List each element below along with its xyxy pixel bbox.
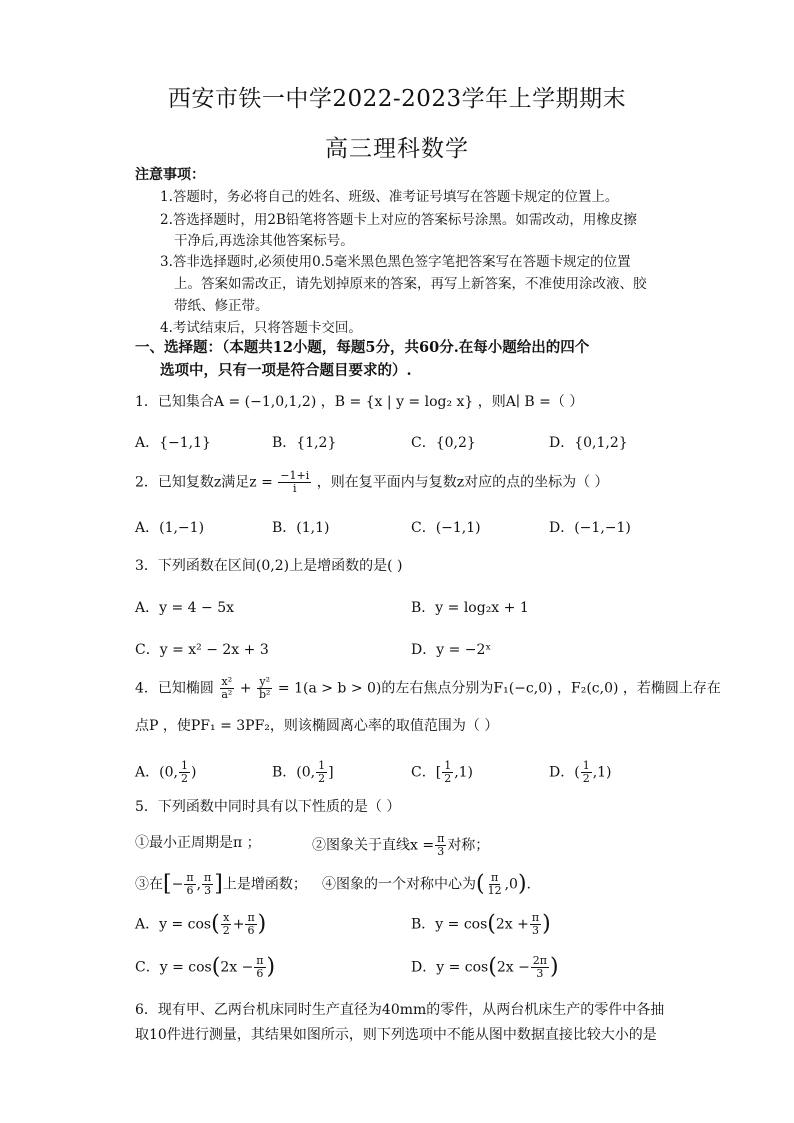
q4-d-half-num: 1 <box>582 759 590 772</box>
q5-b-mid: 2x + <box>495 916 529 933</box>
q1-option-a: A．{−1,1} <box>135 435 211 451</box>
note-item: 干净后,再选涂其他答案标号。 <box>174 233 354 249</box>
q4-option-b <box>272 760 334 785</box>
q4-f2-den: b² <box>258 688 271 701</box>
q5-p2-num: π <box>437 832 445 845</box>
q4-b-half <box>316 760 327 785</box>
q5-c-frac <box>254 955 265 980</box>
q2-option-b: B．(1,1) <box>272 520 330 536</box>
exam-subtitle: 高三理科数学 <box>325 136 469 162</box>
q5-b-frac <box>530 912 541 937</box>
q4-d-half <box>581 760 592 785</box>
q3-option-d: D．y = −2ˣ <box>411 642 492 658</box>
q5-p4-num: π <box>490 871 499 884</box>
q5-c-rparen: ) <box>266 954 276 980</box>
q2-frac-den: i <box>293 482 297 495</box>
q2-option-c: C．(−1,1) <box>411 520 481 536</box>
q1-option-c: C．{0,2} <box>411 435 476 451</box>
q5-p3-lbracket: [ <box>163 871 172 897</box>
q5-a-pre: A．y = cos <box>135 916 212 933</box>
q5-p4-lparen: ( <box>476 871 485 897</box>
note-item: 3.答非选择题时,必须使用0.5毫米黑色黑色签字笔把答案写在答题卡规定的位置 <box>160 254 631 270</box>
question-4-line2: 点P ，使PF₁ = 3PF₂，则该椭圆离心率的取值范围为（ ） <box>135 718 499 734</box>
q5-p4-den: 12 <box>487 884 502 897</box>
q4-a-half-den: 2 <box>180 772 188 785</box>
question-4 <box>135 676 721 701</box>
q1-option-d: D．{0,1,2} <box>549 435 628 451</box>
q5-d-rparen: ) <box>550 954 559 980</box>
question-6: 6．现有甲、乙两台机床同时生产直径为40mm的零件，从两台机床生产的零件中各抽 <box>135 1002 665 1018</box>
q2-pre: 2．已知复数z满足z = <box>135 474 273 491</box>
q4-b-half-num: 1 <box>318 759 326 772</box>
q2-fraction <box>278 470 311 495</box>
q5-a-n2: π <box>247 911 255 924</box>
q5-option-b <box>411 912 551 937</box>
q5-d-pre: D．y = cos <box>411 959 489 976</box>
q5-c-mid: 2x − <box>220 959 254 976</box>
section-heading: 一、选择题：（本题共12小题，每题5分，共60分.在每小题给出的四个 <box>135 339 590 356</box>
question-6-line2: 取10件进行测量，其结果如图所示，则下列选项中不能从图中数据直接比较大小的是 <box>135 1027 657 1043</box>
q5-property-4: ④图象的一个对称中心为( $\frac{\pi}{12}$ ,0). <box>322 871 531 897</box>
q4-option-d <box>549 760 612 785</box>
q4-d-tail: ,1) <box>592 764 612 781</box>
q5-c-d: 6 <box>256 967 264 980</box>
q4-d-half-den: 2 <box>582 772 590 785</box>
q5-a-d2: 6 <box>247 924 255 937</box>
q1-option-b: B．{1,2} <box>272 435 337 451</box>
question-1: 1．已知集合A = (−1,0,1,2) ，B = {x | y = log₂ x} ，则A∣ B =（ ） <box>135 394 584 410</box>
q3-option-a: A．y = 4 − 5x <box>135 600 234 616</box>
q5-p3-frac-a <box>184 872 195 897</box>
q2-option-a: A．(1,−1) <box>135 520 205 536</box>
q4-c-tail: ,1) <box>454 764 474 781</box>
q4-a-half <box>179 760 190 785</box>
q4-pre: 4．已知椭圆 <box>135 680 214 697</box>
q4-f1-den: a² <box>221 688 233 701</box>
q4-b-tail: ] <box>328 764 334 781</box>
notes-heading: 注意事项： <box>135 167 205 183</box>
q4-b-half-den: 2 <box>318 772 326 785</box>
q5-b-n: π <box>531 911 540 924</box>
q4-c-half <box>442 760 453 785</box>
q5-c-lparen: ( <box>211 954 221 980</box>
q5-a-frac1 <box>221 912 232 937</box>
exam-title: 西安市铁一中学2022-2023学年上学期期末 <box>167 86 627 112</box>
q5-p2-frac <box>435 833 446 858</box>
q5-b-d: 3 <box>531 924 539 937</box>
q4-c-half-den: 2 <box>444 772 452 785</box>
q5-p2-post: 对称； <box>447 837 490 854</box>
q5-p3-b-num: π <box>204 871 212 884</box>
q4-c-pre: C．[ <box>411 764 442 781</box>
q4-d-pre: D．( <box>549 764 580 781</box>
q3-option-b: B．y = log₂x + 1 <box>411 600 529 616</box>
note-item: 4.考试结束后，只将答题卡交回。 <box>160 320 362 336</box>
q5-c-n: π <box>256 954 264 967</box>
q5-p4-frac <box>486 872 504 897</box>
question-2 <box>135 470 609 495</box>
q4-a-pre: A．(0, <box>135 764 178 781</box>
q5-b-pre: B．y = cos <box>411 916 488 933</box>
q4-b-pre: B．(0, <box>272 764 316 781</box>
q5-a-n1: x <box>223 911 230 924</box>
note-item: 上。答案如需改正，请先划掉原来的答案，再写上新答案，不准使用涂改液、胶 <box>174 276 647 292</box>
q5-p3-b-den: 3 <box>204 884 212 897</box>
q5-c-pre: C．y = cos <box>135 959 212 976</box>
q4-a-half-num: 1 <box>180 759 188 772</box>
q4-f2-num: y² <box>259 675 271 688</box>
q5-option-d <box>411 955 559 980</box>
q3-option-c: C．y = x² − 2x + 3 <box>135 642 269 658</box>
q4-f1-num: x² <box>221 675 233 688</box>
note-item: 带纸、修正带。 <box>174 298 269 314</box>
q4-post: = 1(a > b > 0)的左右焦点分别为F₁(−c,0) ，F₂(c,0) ，若椭圆上存在 <box>277 680 721 697</box>
q5-p3-a-den: 6 <box>186 884 194 897</box>
q5-p4-pre: ④图象的一个对称中心为 <box>322 876 476 893</box>
q4-fraction-y <box>257 676 272 701</box>
q5-p3-post: 上是增函数； <box>222 876 307 893</box>
q5-p2-pre: ②图象关于直线x = <box>312 837 435 854</box>
q5-d-n: 2π <box>532 954 548 967</box>
q5-d-mid: 2x − <box>496 959 530 976</box>
q5-b-lparen: ( <box>487 911 496 937</box>
q5-a-rparen: ) <box>257 911 267 937</box>
q5-p2-den: 3 <box>437 845 445 858</box>
q2-option-d: D．(−1,−1) <box>549 520 631 536</box>
q4-plus: + <box>239 680 252 697</box>
q2-post: ，则在复平面内与复数z对应的点的坐标为（ ） <box>316 474 609 491</box>
q5-d-lparen: ( <box>488 954 497 980</box>
q5-property-2 <box>312 833 489 858</box>
q5-p4-rparen: ) <box>517 871 527 897</box>
q5-d-frac <box>531 955 549 980</box>
section-heading-cont: 选项中，只有一项是符合题目要求的）. <box>160 362 412 379</box>
q2-frac-num: −1+i <box>280 469 310 482</box>
q5-p4-post: ,0 <box>504 876 518 893</box>
note-item: 2.答选择题时，用2B铅笔将答题卡上对应的答案标号涂黑。如需改动，用橡皮擦 <box>160 212 637 228</box>
q5-a-frac2 <box>245 912 256 937</box>
q5-property-1: ①最小正周期是π ； <box>135 835 261 851</box>
q5-d-d: 3 <box>536 967 544 980</box>
q4-c-half-num: 1 <box>444 759 452 772</box>
q5-option-c <box>135 955 275 980</box>
question-5: 5．下列函数中同时具有以下性质的是（ ） <box>135 799 401 815</box>
note-item: 1.答题时，务必将自己的姓名、班级、准考证号填写在答题卡规定的位置上。 <box>160 189 619 205</box>
q4-option-a <box>135 760 196 785</box>
q5-property-3: ③在[− $\frac{\pi}{6}$ , $\frac{\pi}{3}$ ]上是增函数； <box>135 871 307 897</box>
q5-a-lparen: ( <box>211 911 220 937</box>
q4-option-c <box>411 760 473 785</box>
q5-a-d1: 2 <box>222 924 230 937</box>
q5-option-a: A．y = cos( $\frac{x}{2}$ + $\frac{\pi}{6}$ ) <box>135 911 267 937</box>
q4-fraction-x <box>219 676 234 701</box>
q5-b-rparen: ) <box>542 911 551 937</box>
question-3: 3．下列函数在区间(0,2)上是增函数的是( ) <box>135 558 403 574</box>
q5-p3-frac-b <box>202 872 213 897</box>
q5-p3-pre: ③在 <box>135 876 163 893</box>
q4-a-tail: ) <box>190 764 197 781</box>
q5-p3-a-num: π <box>186 871 194 884</box>
q5-p3-rbracket: ] <box>214 871 223 897</box>
